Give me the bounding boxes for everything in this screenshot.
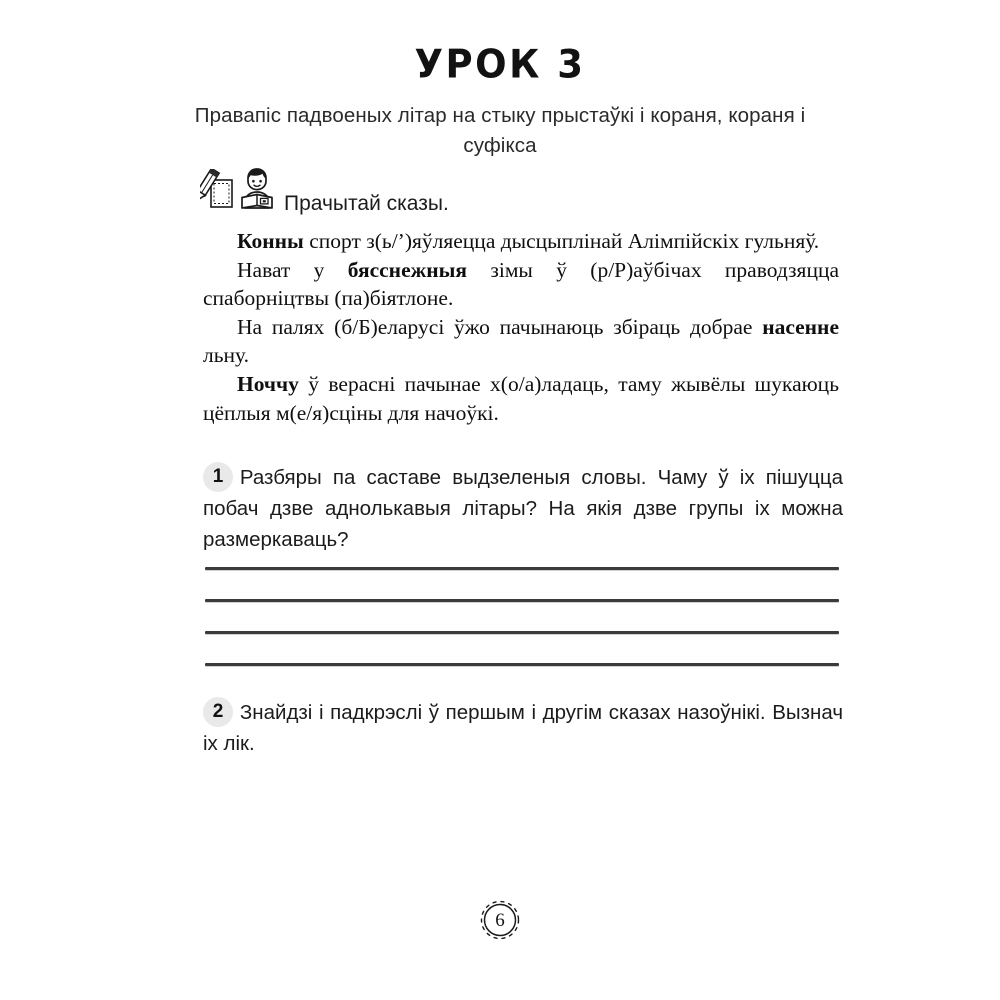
sentence-3: На палях (б/Б)еларусі ўжо пачынаюць збіраць добрае насенне льну. — [203, 314, 839, 368]
answer-line[interactable] — [205, 567, 839, 570]
answer-line[interactable] — [205, 631, 839, 634]
instruction-text: Прачытай сказы. — [284, 192, 449, 215]
exercise-2-text-wrap — [203, 697, 843, 759]
exercise-1 — [203, 462, 843, 555]
page-number — [477, 897, 523, 943]
sentence-block — [203, 227, 839, 427]
exercise-1-text-wrap — [203, 462, 843, 555]
pencil-notebook-icon — [200, 169, 234, 216]
sentence-1: Конны спорт з(ь/’)яўляецца дысцыплінай Алімпійскіх гульняў. — [237, 229, 820, 253]
instruction-row — [200, 166, 449, 216]
exercise-1-number-badge: 1 — [203, 462, 233, 492]
answer-line[interactable] — [205, 599, 839, 602]
sentence-4: Ноччу ў верасні пачынае х(о/а)ладаць, таму жывёлы шукаюць цёплыя м(е/я)сціны для начоўкі. — [203, 371, 839, 425]
exercise-2-text: Знайдзі і падкрэслі ў першым і другім сказах назоўнікі. Вызнач іх лік. — [203, 701, 843, 755]
page-number-text: 6 — [495, 909, 505, 931]
answer-lines-group — [205, 567, 839, 695]
exercise-2-number-badge: 2 — [203, 697, 233, 727]
page-subtitle: Правапіс падвоеных літар на стыку прыстаўкі і кораня, кораня і суфікса — [194, 104, 806, 157]
page-title: УРОК 3 — [414, 41, 586, 88]
child-reading-book-icon — [237, 166, 277, 216]
answer-line[interactable] — [205, 663, 839, 666]
exercise-2 — [203, 697, 843, 759]
sentence-2: Нават у бясснежныя зімы ў (р/Р)аўбічах праводзяцца спаборніцтвы (па)біятлоне. — [203, 257, 839, 311]
exercise-1-text: Разбяры па саставе выдзеленыя словы. Чаму ў іх пішуцца побач дзве аднолькавыя літары? На якія дзве групы іх можна размеркаваць? — [203, 466, 843, 551]
